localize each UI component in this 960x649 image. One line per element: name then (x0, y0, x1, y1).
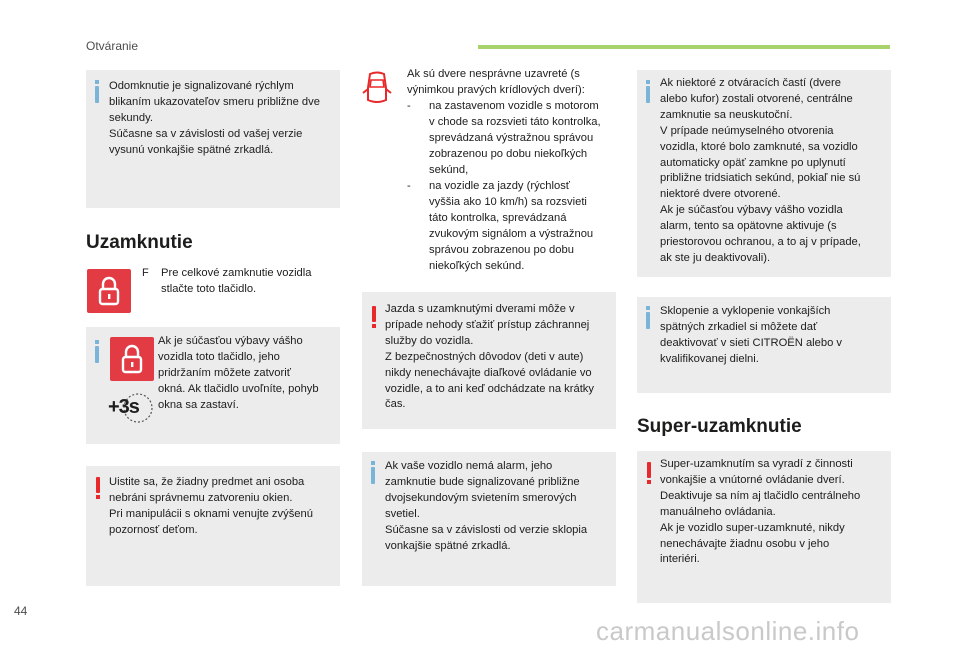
info-box-unlock (86, 70, 340, 208)
doors-item-dash: - (407, 180, 411, 192)
info-icon (371, 467, 375, 484)
info-icon (95, 86, 99, 103)
info-alarm-text: Ak vaše vozidlo nemá alarm, jeho zamknutie bude signalizované približne dvojsekundovým svietením smerových svetiel. Súčasne sa v závislosti od verzie sklopia vonkajšie spätné zrkadlá. (385, 460, 588, 552)
heading-locking: Uzamknutie (86, 232, 193, 253)
info-icon (95, 346, 99, 363)
warning-driving-text: Jazda s uzamknutými dverami môže v prípade nehody sťažiť prístup záchrannej služby do vozidla. Z bezpečnostných dôvodov (deti v aute) nikdy nenechávajte diaľkové ovládanie vo vozidle, a to ani keď odchádzate na krátky čas. (385, 303, 594, 411)
lock-button-icon (87, 269, 131, 313)
info-icon (646, 86, 650, 103)
info-box-alarm (362, 452, 616, 586)
doors-item-driving: na vozidle za jazdy (rýchlosť vyššia ako 10 km/h) sa rozsvieti táto kontrolka, sprevádzaná zvukovým signálom a výstražnou správou zobrazenou po dobu niekoľkých sekúnd. (429, 180, 594, 272)
bullet-marker: F (142, 267, 149, 279)
lock-instruction: Pre celkové zamknutie vozidla stlačte toto tlačidlo. (161, 267, 312, 295)
watermark: carmanualsonline.info (596, 616, 860, 646)
section-accent-bar (478, 45, 890, 49)
heading-super-locking: Super-uzamknutie (637, 416, 802, 437)
warning-box-driving (362, 292, 616, 429)
warning-icon (647, 462, 651, 478)
warning-icon (96, 477, 100, 493)
doors-item-stationary: na zastavenom vozidle s motorom v chode sa rozsvieti táto kontrolka, sprevádzaná výstražnou správou zobrazenou po dobu niekoľkých sekúnd, (429, 100, 601, 176)
doors-item-dash: - (407, 100, 411, 112)
info-mirrors-text: Sklopenie a vyklopenie vonkajších spätných zrkadiel si môžete dať deaktivovať v sieti CITROËN alebo v kvalifikovanej dielni. (660, 305, 843, 365)
timer-label: +3s (108, 396, 139, 418)
info-box-open-parts (637, 70, 891, 277)
door-warning-lamp-icon (362, 70, 392, 106)
info-unlock-text: Odomknutie je signalizované rýchlym blikaním ukazovateľov smeru približne dve sekundy. Súčasne sa v závislosti od vašej verzie vysunú vonkajšie spätné zrkadlá. (109, 80, 320, 156)
lock-button-icon (110, 337, 154, 381)
warning-box-super (637, 451, 891, 603)
info-windows-text: Ak je súčasťou výbavy vášho vozidla toto tlačidlo, jeho pridržaním môžete zatvoriť okná. Ak tlačidlo uvoľníte, pohyb okna sa zastaví. (158, 335, 319, 411)
page-number: 44 (14, 604, 28, 618)
info-open-text: Ak niektoré z otváracích častí (dvere alebo kufor) zostali otvorené, centrálne zamknutie sa neuskutoční. V prípade neúmyselného otvorenia vozidla, ktoré bolo zamknuté, sa vozidlo automaticky opäť zamkne po uplynutí približne tridsiatich sekúnd, pokiaľ nie sú niektoré dvere otvorené. Ak je súčasťou výbavy vášho vozidla alarm, tento sa opätovne aktivuje (s priestorovou ochranou, a to aj v prípade, ak ste ju deaktivovali). (660, 77, 861, 264)
warning-objects-text: Uistite sa, že žiadny predmet ani osoba nebráni správnemu zatvoreniu okien. Pri manipulácii s oknami venujte zvýšenú pozornosť deťom. (109, 476, 313, 536)
warning-super-text: Super-uzamknutím sa vyradí z činnosti vonkajšie a vnútorné ovládanie dverí. Deaktivuje sa ním aj tlačidlo centrálneho manuálneho ovládania. Ak je vozidlo super-uzamknuté, nikdy nenechávajte žiadnu osobu v jeho interiéri. (660, 458, 861, 566)
info-box-windows (86, 327, 340, 444)
section-title: Otváranie (86, 39, 139, 53)
timer-3s-icon (108, 391, 156, 425)
info-icon (646, 312, 650, 329)
warning-box-objects (86, 466, 340, 586)
warning-icon (372, 306, 376, 322)
info-box-mirrors (637, 297, 891, 393)
doors-intro: Ak sú dvere nesprávne uzavreté (s výnimkou pravých krídlových dverí): (407, 68, 585, 96)
